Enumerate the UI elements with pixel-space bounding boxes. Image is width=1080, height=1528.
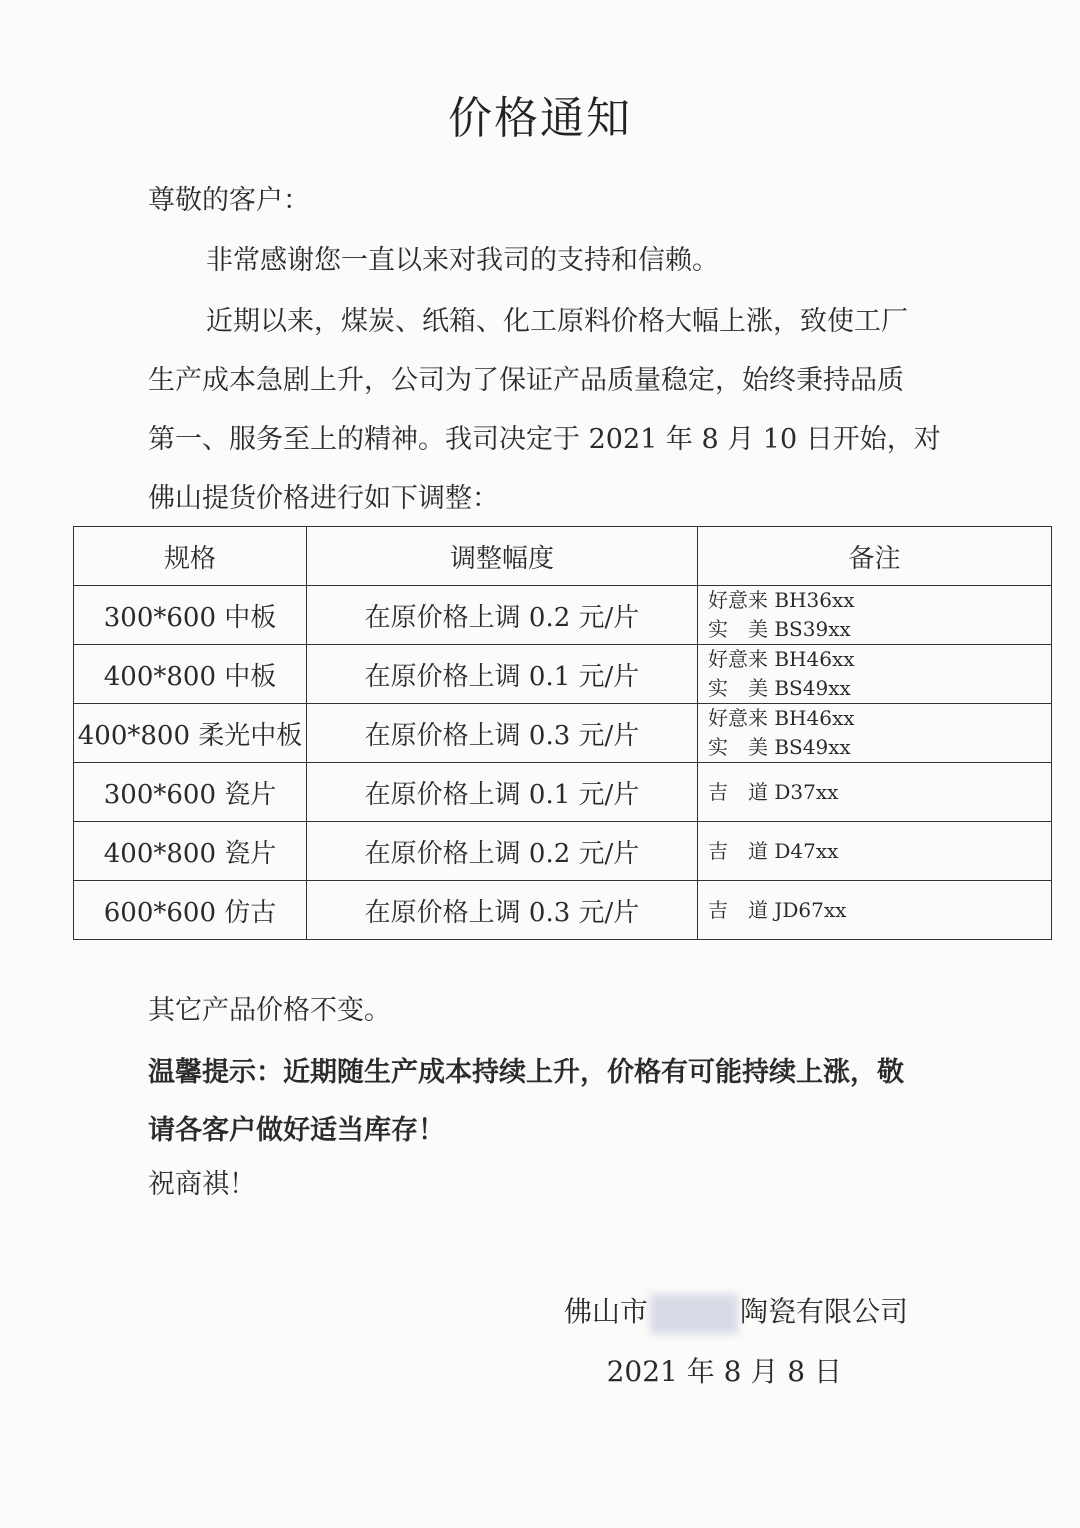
table-row xyxy=(74,645,1052,704)
note-line: 好意来 BH46xx xyxy=(708,706,855,730)
note-cell xyxy=(698,704,1052,763)
note-cell xyxy=(698,645,1052,704)
spec-cell: 400*800 瓷片 xyxy=(74,822,307,881)
note-line: 好意来 BH36xx xyxy=(708,588,855,612)
note-line: 实 美 BS49xx xyxy=(708,676,851,700)
table-row xyxy=(74,881,1052,940)
note-line: 吉 道 D47xx xyxy=(708,838,839,863)
adjust-cell: 在原价格上调 0.2 元/片 xyxy=(307,586,698,645)
company-suffix: 陶瓷有限公司 xyxy=(739,1295,908,1328)
note-line: 实 美 BS49xx xyxy=(708,735,851,759)
price-adjustment-table xyxy=(73,526,1052,940)
note-cell xyxy=(698,881,1052,940)
adjust-cell: 在原价格上调 0.3 元/片 xyxy=(307,704,698,763)
spec-cell: 300*600 中板 xyxy=(74,586,307,645)
intro-paragraph: 非常感谢您一直以来对我司的支持和信赖。 xyxy=(206,245,719,276)
company-prefix: 佛山市 xyxy=(563,1295,648,1328)
salutation: 尊敬的客户： xyxy=(148,185,310,216)
spec-cell: 600*600 仿古 xyxy=(74,881,307,940)
table-row xyxy=(74,822,1052,881)
note-line: 好意来 BH46xx xyxy=(708,647,855,671)
spec-cell: 300*600 瓷片 xyxy=(74,763,307,822)
body-line: 生产成本急剧上升，公司为了保证产品质量稳定，始终秉持品质 xyxy=(148,365,904,396)
adjust-cell: 在原价格上调 0.1 元/片 xyxy=(307,645,698,704)
note-line: 吉 道 D37xx xyxy=(708,779,839,804)
header-spec: 规格 xyxy=(74,527,307,586)
adjust-cell: 在原价格上调 0.3 元/片 xyxy=(307,881,698,940)
tip-line: 温馨提示：近期随生产成本持续上升，价格有可能持续上涨，敬 xyxy=(148,1057,904,1088)
redacted-name-block xyxy=(650,1294,738,1334)
body-line: 近期以来，煤炭、纸箱、化工原料价格大幅上涨，致使工厂 xyxy=(206,306,908,337)
document-date: 2021 年 8 月 8 日 xyxy=(606,1355,842,1388)
note-cell xyxy=(698,822,1052,881)
spec-cell: 400*800 中板 xyxy=(74,645,307,704)
warm-tip xyxy=(148,1044,928,1160)
spec-cell: 400*800 柔光中板 xyxy=(74,704,307,763)
body-line: 第一、服务至上的精神。我司决定于 2021 年 8 月 10 日开始，对 xyxy=(148,424,941,455)
document-title: 价格通知 xyxy=(448,93,632,144)
note-cell xyxy=(698,763,1052,822)
other-products-note: 其它产品价格不变。 xyxy=(148,995,391,1026)
note-cell xyxy=(698,586,1052,645)
table-row xyxy=(74,763,1052,822)
header-note: 备注 xyxy=(698,527,1052,586)
note-line: 吉 道 JD67xx xyxy=(708,897,847,922)
adjust-cell: 在原价格上调 0.2 元/片 xyxy=(307,822,698,881)
table-row xyxy=(74,586,1052,645)
adjust-cell: 在原价格上调 0.1 元/片 xyxy=(307,763,698,822)
company-signature xyxy=(564,1290,908,1334)
body-line: 佛山提货价格进行如下调整： xyxy=(148,483,499,514)
header-adjust: 调整幅度 xyxy=(307,527,698,586)
tip-line: 请各客户做好适当库存！ xyxy=(148,1115,445,1146)
table-header-row xyxy=(74,527,1052,586)
closing-wish: 祝商祺！ xyxy=(148,1169,256,1200)
table-row xyxy=(74,704,1052,763)
note-line: 实 美 BS39xx xyxy=(708,617,851,641)
body-paragraph xyxy=(148,292,941,528)
